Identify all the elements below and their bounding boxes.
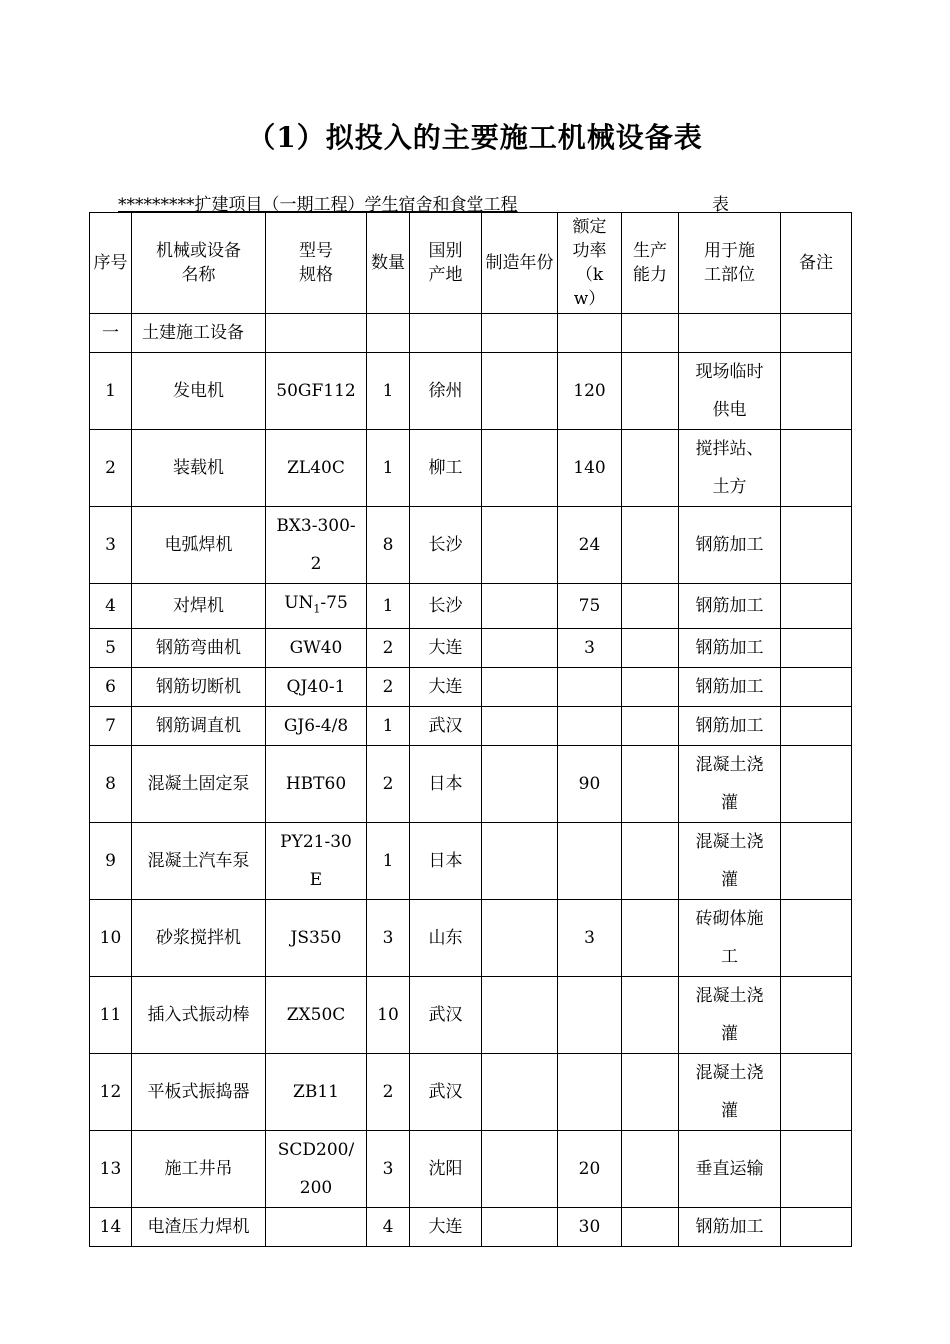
name-cell: 发电机 xyxy=(132,353,266,430)
capacity-cell xyxy=(622,746,679,823)
power-cell xyxy=(558,823,622,900)
seq-cell: 12 xyxy=(90,1054,132,1131)
origin-cell: 日本 xyxy=(410,746,482,823)
table-row xyxy=(90,977,852,1054)
qty-cell: 2 xyxy=(367,1054,410,1131)
seq-cell: 11 xyxy=(90,977,132,1054)
power-cell: 120 xyxy=(558,353,622,430)
year-cell xyxy=(482,668,558,707)
usage-cell: 混凝土浇灌 xyxy=(679,1054,781,1131)
usage-cell: 混凝土浇灌 xyxy=(679,823,781,900)
name-cell: 对焊机 xyxy=(132,584,266,629)
header-remark: 备注 xyxy=(781,213,852,314)
table-row xyxy=(90,707,852,746)
name-cell: 电弧焊机 xyxy=(132,507,266,584)
model-cell: BX3-300-2 xyxy=(266,507,367,584)
capacity-cell xyxy=(622,707,679,746)
table-row xyxy=(90,507,852,584)
name-cell: 钢筋切断机 xyxy=(132,668,266,707)
qty-cell: 3 xyxy=(367,1131,410,1208)
year-cell xyxy=(482,584,558,629)
qty-cell: 8 xyxy=(367,507,410,584)
power-cell xyxy=(558,977,622,1054)
origin-cell: 沈阳 xyxy=(410,1131,482,1208)
capacity-cell xyxy=(622,584,679,629)
table-row xyxy=(90,823,852,900)
project-name: *********扩建项目（一期工程）学生宿舍和食堂工程 xyxy=(118,195,518,215)
model-suffix: -75 xyxy=(320,593,348,613)
model-cell: GW40 xyxy=(266,629,367,668)
model-cell: ZL40C xyxy=(266,430,367,507)
section-row xyxy=(90,314,852,353)
power-cell: 75 xyxy=(558,584,622,629)
remark-cell xyxy=(781,707,852,746)
model-cell: 50GF112 xyxy=(266,353,367,430)
remark-cell xyxy=(781,746,852,823)
seq-cell: 13 xyxy=(90,1131,132,1208)
seq-cell: 4 xyxy=(90,584,132,629)
page-title: （1）拟投入的主要施工机械设备表 xyxy=(247,121,703,154)
usage-cell: 钢筋加工 xyxy=(679,707,781,746)
name-cell: 施工井吊 xyxy=(132,1131,266,1208)
table-row xyxy=(90,584,852,629)
capacity-cell xyxy=(622,977,679,1054)
header-year: 制造年份 xyxy=(482,213,558,314)
section-seq: 一 xyxy=(90,314,132,353)
capacity-cell xyxy=(622,900,679,977)
usage-cell: 钢筋加工 xyxy=(679,507,781,584)
year-cell xyxy=(482,707,558,746)
seq-cell: 3 xyxy=(90,507,132,584)
header-qty: 数量 xyxy=(367,213,410,314)
remark-cell xyxy=(781,823,852,900)
capacity-cell xyxy=(622,629,679,668)
usage-cell: 混凝土浇灌 xyxy=(679,977,781,1054)
seq-cell: 10 xyxy=(90,900,132,977)
origin-cell: 日本 xyxy=(410,823,482,900)
capacity-cell xyxy=(622,353,679,430)
seq-cell: 6 xyxy=(90,668,132,707)
year-cell xyxy=(482,507,558,584)
power-cell: 3 xyxy=(558,900,622,977)
origin-cell: 大连 xyxy=(410,1208,482,1247)
seq-cell: 14 xyxy=(90,1208,132,1247)
qty-cell: 2 xyxy=(367,668,410,707)
qty-cell: 1 xyxy=(367,430,410,507)
usage-cell: 垂直运输 xyxy=(679,1131,781,1208)
capacity-cell xyxy=(622,430,679,507)
usage-cell: 搅拌站、土方 xyxy=(679,430,781,507)
model-prefix: UN xyxy=(284,593,314,613)
power-cell: 140 xyxy=(558,430,622,507)
capacity-cell xyxy=(622,1208,679,1247)
seq-cell: 5 xyxy=(90,629,132,668)
seq-cell: 9 xyxy=(90,823,132,900)
qty-cell: 1 xyxy=(367,584,410,629)
year-cell xyxy=(482,746,558,823)
power-cell xyxy=(558,668,622,707)
usage-cell: 钢筋加工 xyxy=(679,1208,781,1247)
origin-cell: 大连 xyxy=(410,629,482,668)
qty-cell: 2 xyxy=(367,629,410,668)
table-row xyxy=(90,1131,852,1208)
year-cell xyxy=(482,977,558,1054)
origin-cell: 徐州 xyxy=(410,353,482,430)
origin-cell: 长沙 xyxy=(410,584,482,629)
seq-cell: 7 xyxy=(90,707,132,746)
year-cell xyxy=(482,1131,558,1208)
model-subscript: 1 xyxy=(313,602,321,616)
table-row xyxy=(90,629,852,668)
remark-cell xyxy=(781,629,852,668)
model-cell: QJ40-1 xyxy=(266,668,367,707)
power-cell: 90 xyxy=(558,746,622,823)
capacity-cell xyxy=(622,668,679,707)
model-cell xyxy=(266,1208,367,1247)
name-cell: 插入式振动棒 xyxy=(132,977,266,1054)
name-cell: 钢筋弯曲机 xyxy=(132,629,266,668)
origin-cell: 武汉 xyxy=(410,977,482,1054)
origin-cell: 柳工 xyxy=(410,430,482,507)
table-row xyxy=(90,353,852,430)
power-cell xyxy=(558,1054,622,1131)
remark-cell xyxy=(781,1208,852,1247)
remark-cell xyxy=(781,977,852,1054)
model-cell: ZX50C xyxy=(266,977,367,1054)
table-row xyxy=(90,746,852,823)
name-cell: 混凝土汽车泵 xyxy=(132,823,266,900)
year-cell xyxy=(482,1054,558,1131)
table-row xyxy=(90,1208,852,1247)
header-capacity: 生产能力 xyxy=(622,213,679,314)
year-cell xyxy=(482,629,558,668)
header-usage: 用于施工部位 xyxy=(679,213,781,314)
name-cell: 电渣压力焊机 xyxy=(132,1208,266,1247)
power-cell xyxy=(558,707,622,746)
power-cell: 24 xyxy=(558,507,622,584)
table-row xyxy=(90,668,852,707)
year-cell xyxy=(482,1208,558,1247)
remark-cell xyxy=(781,1054,852,1131)
seq-cell: 1 xyxy=(90,353,132,430)
remark-cell xyxy=(781,507,852,584)
remark-cell xyxy=(781,584,852,629)
name-cell: 平板式振捣器 xyxy=(132,1054,266,1131)
remark-cell xyxy=(781,900,852,977)
equipment-table xyxy=(89,212,852,1247)
header-model: 型号规格 xyxy=(266,213,367,314)
year-cell xyxy=(482,823,558,900)
seq-cell: 8 xyxy=(90,746,132,823)
qty-cell: 4 xyxy=(367,1208,410,1247)
capacity-cell xyxy=(622,1131,679,1208)
header-origin: 国别产地 xyxy=(410,213,482,314)
capacity-cell xyxy=(622,507,679,584)
usage-cell: 砖砌体施工 xyxy=(679,900,781,977)
usage-cell: 现场临时供电 xyxy=(679,353,781,430)
qty-cell: 3 xyxy=(367,900,410,977)
usage-cell: 钢筋加工 xyxy=(679,584,781,629)
name-cell: 钢筋调直机 xyxy=(132,707,266,746)
qty-cell: 1 xyxy=(367,823,410,900)
origin-cell: 大连 xyxy=(410,668,482,707)
name-cell: 装载机 xyxy=(132,430,266,507)
name-cell: 砂浆搅拌机 xyxy=(132,900,266,977)
table-row xyxy=(90,1054,852,1131)
qty-cell: 1 xyxy=(367,353,410,430)
origin-cell: 长沙 xyxy=(410,507,482,584)
year-cell xyxy=(482,900,558,977)
model-cell: ZB11 xyxy=(266,1054,367,1131)
usage-cell: 钢筋加工 xyxy=(679,668,781,707)
origin-cell: 山东 xyxy=(410,900,482,977)
model-cell: SCD200/200 xyxy=(266,1131,367,1208)
model-cell: PY21-30E xyxy=(266,823,367,900)
usage-cell: 钢筋加工 xyxy=(679,629,781,668)
subtitle-suffix: 表 xyxy=(712,195,729,215)
model-cell: HBT60 xyxy=(266,746,367,823)
header-row xyxy=(90,213,852,314)
model-cell: JS350 xyxy=(266,900,367,977)
table-row xyxy=(90,900,852,977)
remark-cell xyxy=(781,668,852,707)
power-cell: 3 xyxy=(558,629,622,668)
remark-cell xyxy=(781,1131,852,1208)
year-cell xyxy=(482,430,558,507)
capacity-cell xyxy=(622,823,679,900)
origin-cell: 武汉 xyxy=(410,1054,482,1131)
section-name: 土建施工设备 xyxy=(132,314,266,353)
usage-cell: 混凝土浇灌 xyxy=(679,746,781,823)
power-cell: 20 xyxy=(558,1131,622,1208)
qty-cell: 10 xyxy=(367,977,410,1054)
power-cell: 30 xyxy=(558,1208,622,1247)
year-cell xyxy=(482,353,558,430)
name-cell: 混凝土固定泵 xyxy=(132,746,266,823)
origin-cell: 武汉 xyxy=(410,707,482,746)
header-seq: 序号 xyxy=(90,213,132,314)
model-cell xyxy=(266,584,367,629)
table-row xyxy=(90,430,852,507)
remark-cell xyxy=(781,353,852,430)
remark-cell xyxy=(781,430,852,507)
seq-cell: 2 xyxy=(90,430,132,507)
header-power: 额定功率（kw） xyxy=(558,213,622,314)
header-name: 机械或设备名称 xyxy=(132,213,266,314)
qty-cell: 2 xyxy=(367,746,410,823)
qty-cell: 1 xyxy=(367,707,410,746)
capacity-cell xyxy=(622,1054,679,1131)
model-cell: GJ6-4/8 xyxy=(266,707,367,746)
